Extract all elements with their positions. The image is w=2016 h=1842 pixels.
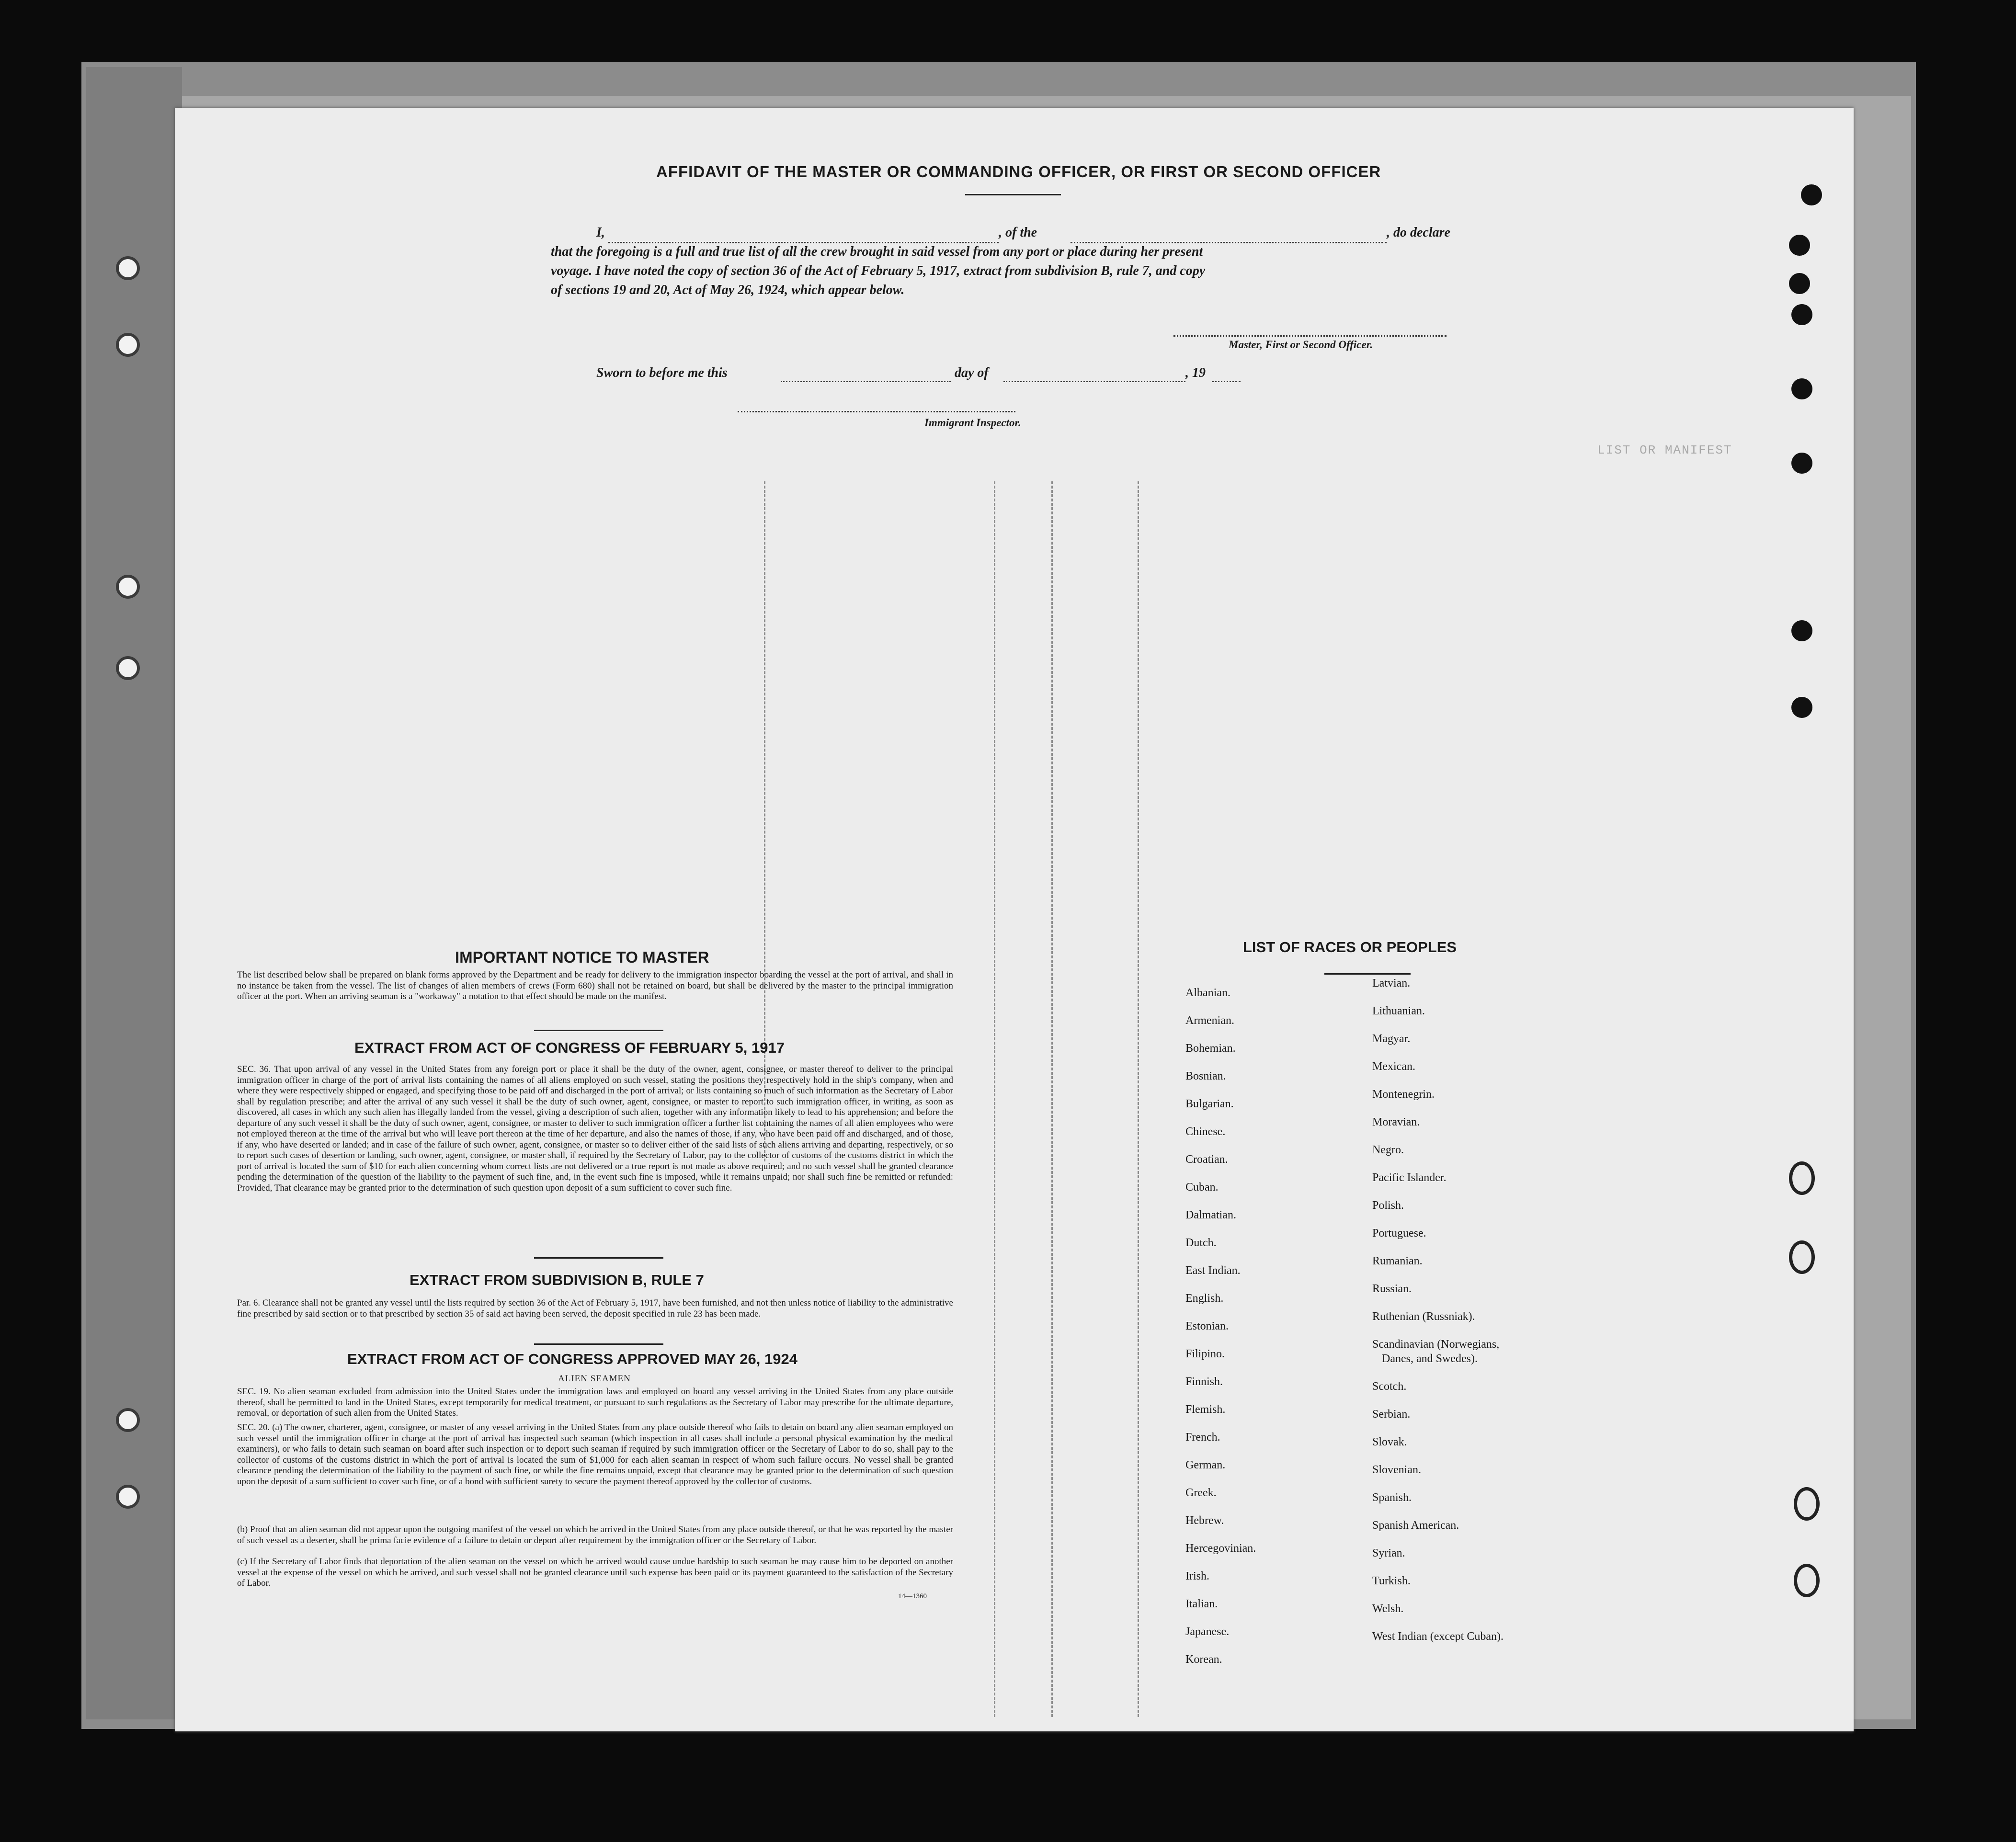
binder-ring: [116, 333, 140, 357]
race-item: Pacific Islander.: [1372, 1171, 1447, 1184]
extract-rule7-title: EXTRACT FROM SUBDIVISION B, RULE 7: [410, 1272, 704, 1288]
binder-ring: [116, 256, 140, 280]
notice-body: The list described below shall be prepared on blank forms approved by the Department and be ready for delivery to the immigration inspector boarding the vessel at the port of arrival, and shall in no instance be taken from the vessel. The list of changes of alien members of crews (Form 680) shall not be retained on board, but shall be delivered by the master to the principal immigration officer at the port. When an arriving seaman is a "workaway" a notation to that effect should be made on the manifest.: [237, 970, 953, 1001]
race-item: Korean.: [1185, 1653, 1222, 1666]
ghost-column-line: [1051, 481, 1053, 1717]
sworn-month-line[interactable]: [1003, 381, 1185, 382]
race-item: French.: [1185, 1431, 1220, 1444]
punch-hole-ring: [1789, 1240, 1815, 1274]
races-title: LIST OF RACES OR PEOPLES: [1243, 939, 1457, 955]
race-item: Russian.: [1372, 1283, 1412, 1295]
master-name-line[interactable]: [608, 242, 999, 243]
race-item: Scotch.: [1372, 1380, 1407, 1393]
inspector-signature-line[interactable]: [738, 411, 1015, 412]
race-item: Estonian.: [1185, 1320, 1229, 1332]
section-divider: [534, 1257, 663, 1259]
affidavit-line-2: that the foregoing is a full and true list of all the crew brought in said vessel from any port or place during her present: [551, 244, 1203, 259]
binder-ring: [116, 1408, 140, 1432]
affidavit-title: AFFIDAVIT OF THE MASTER OR COMMANDING OFFICER, OR FIRST OR SECOND OFFICER: [656, 163, 1381, 181]
binder-ring: [116, 575, 140, 599]
race-item: Magyar.: [1372, 1033, 1411, 1045]
race-item: East Indian.: [1185, 1264, 1241, 1277]
race-item: Hebrew.: [1185, 1514, 1224, 1527]
sworn-day-of: day of: [955, 365, 989, 380]
alien-seamen-subtitle: ALIEN SEAMEN: [558, 1374, 631, 1384]
race-item: Albanian.: [1185, 987, 1230, 999]
vessel-name-line[interactable]: [1071, 242, 1387, 243]
race-item: Chinese.: [1185, 1126, 1226, 1138]
race-item: German.: [1185, 1459, 1226, 1471]
punch-hole: [1791, 620, 1812, 641]
ghost-text: LIST OR MANIFEST: [1597, 443, 1732, 457]
ghost-column-line: [764, 481, 765, 1161]
race-item: Hercegovinian.: [1185, 1542, 1256, 1555]
extract-1917-body: SEC. 36. That upon arrival of any vessel in the United States from any foreign port or place it shall be the duty of the owner, agent, consignee, or master thereof to deliver to the principal immigration officer in charge of the port of arrival lists containing the names of all aliens employed on such vessel, stating the positions they respectively hold in the ship's company, when and where they were respectively shipped or engaged, and specifying those to be paid off and discharged in the port of arrival; or lists containing so much of such information as the Secretary of Labor shall by regulation prescribe; and after the arrival of any such vessel it shall be the duty of such owner, agent, consignee, or master to report to such immigration officer, in writing, as soon as discovered, all cases in which any such alien has illegally landed from the vessel, giving a description of such alien, together with any information likely to lead to his apprehension; and before the departure of any such vessel it shall be the duty of such owner, agent, consignee, or master to deliver to such immigration officer a further list containing the names of all alien employees who were not employed thereon at the time of the arrival but who will leave port thereon at the time of her departure, and also the names of those, if any, who have been paid off and discharged, and of those, if any, who have deserted or landed; and in case of the failure of such owner, agent, consignee, or master so to deliver either of the said lists of such aliens arriving and departing, respectively, or so to report such cases of desertion or landing, such owner, agent, consignee, or master shall, if required by the Secretary of Labor, pay to the collector of customs of the customs district in which the port of arrival is located the sum of $10 for each alien concerning whom correct lists are not delivered or a true report is not made as above required; and no such vessel shall be granted clearance pending the determination of the question of the liability to the payment of such fine, and, in the event such fine is imposed, while it remains unpaid; nor shall such fine be remitted or refunded: Provided, That clearance may be granted prior to the determination of such question upon deposit of a sum sufficient to cover such fine.: [237, 1064, 953, 1193]
extract-1924-sec20c: (c) If the Secretary of Labor finds that deportation of the alien seaman on the vessel on which he arrived would cause undue hardship to such seaman he may cause him to be deported on another vessel at the expense of the vessel on which he arrived, and such vessel shall not be granted clearance until such expense has been paid or its payment guaranteed to the satisfaction of the Secretary of Labor.: [237, 1557, 953, 1588]
race-item: Filipino.: [1185, 1348, 1225, 1360]
master-signature-label: Master, First or Second Officer.: [1229, 339, 1373, 351]
punch-hole-ring: [1794, 1487, 1820, 1521]
binder-ring: [116, 656, 140, 680]
race-item: Irish.: [1185, 1570, 1209, 1582]
race-item: Flemish.: [1185, 1403, 1226, 1416]
affidavit-line-4: of sections 19 and 20, Act of May 26, 1924, which appear below.: [551, 283, 905, 297]
race-item: Cuban.: [1185, 1181, 1219, 1194]
sworn-year: , 19: [1185, 365, 1206, 380]
extract-1924-title: EXTRACT FROM ACT OF CONGRESS APPROVED MAY 26, 1924: [347, 1351, 797, 1367]
section-divider: [534, 1343, 663, 1345]
form-number: 14—1360: [898, 1592, 927, 1600]
race-item: Mexican.: [1372, 1060, 1415, 1073]
affidavit-declare: , do declare: [1387, 225, 1450, 240]
race-item: Latvian.: [1372, 977, 1411, 989]
race-item: Spanish.: [1372, 1491, 1412, 1504]
sworn-day-line[interactable]: [781, 381, 951, 382]
inspector-label: Immigrant Inspector.: [924, 417, 1021, 429]
race-item: West Indian (except Cuban).: [1372, 1630, 1503, 1643]
extract-1924-sec20: SEC. 20. (a) The owner, charterer, agent, consignee, or master of any vessel arriving in the United States from any place outside thereof who fails to detain on board any alien seaman employed on such vessel until the immigration officer in charge at the port of arrival has inspected such seaman (which inspection in all cases shall include a personal physical examination by the medical examiners), or who fails to detain such seaman on board after such inspection or to deport such seaman if required by such immigration officer or the Secretary of Labor to do so, shall pay to the collector of customs of the customs district in which the port of arrival is located the sum of $1,000 for each alien seaman in respect of whom such failure occurs. No vessel shall be granted clearance pending the determination of the liability to the payment of such fine, or while the fine remains unpaid, except that clearance may be granted prior to the determination of such question upon the deposit of a sum sufficient to cover such fine, or of a bond with sufficient surety to secure the payment thereof approved by the collector of customs.: [237, 1422, 953, 1487]
race-item: Finnish.: [1185, 1376, 1223, 1388]
race-item: Portuguese.: [1372, 1227, 1426, 1239]
extract-rule7-body: Par. 6. Clearance shall not be granted any vessel until the lists required by section 36 of the Act of February 5, 1917, have been furnished, and not then unless notice of liability to the administrative fine prescribed by said section or to that prescribed by section 35 of said act having been served, the deposit specified in rule 23 has been made.: [237, 1298, 953, 1319]
punch-hole: [1791, 378, 1812, 399]
race-item: Slovenian.: [1372, 1464, 1421, 1476]
race-item: Slovak.: [1372, 1436, 1407, 1448]
race-item: Lithuanian.: [1372, 1005, 1425, 1017]
extract-1924-sec20b: (b) Proof that an alien seaman did not appear upon the outgoing manifest of the vessel on which he arrived in the United States from any place outside thereof, or that he was reported by the master of such vessel as a deserter, shall be prima facie evidence of a failure to detain or deport after requirement by the immigration officer or the Secretary of Labor.: [237, 1524, 953, 1546]
ghost-column-line: [1138, 481, 1139, 1717]
race-item: Japanese.: [1185, 1626, 1230, 1638]
sworn-year-line[interactable]: [1212, 381, 1241, 382]
race-item: Spanish American.: [1372, 1519, 1459, 1532]
binder-ring: [116, 1485, 140, 1509]
race-item: Bohemian.: [1185, 1042, 1236, 1055]
race-item: Armenian.: [1185, 1014, 1234, 1027]
race-item: Welsh.: [1372, 1603, 1404, 1615]
extract-1924-sec19: SEC. 19. No alien seaman excluded from admission into the United States under the immigration laws and employed on board any vessel arriving in the United States from any place outside thereof, shall be permitted to land in the United States, except temporarily for medical treatment, or pursuant to such regulations as the Secretary of Labor may prescribe for the ultimate departure, removal, or deportation of such alien from the United States.: [237, 1387, 953, 1418]
race-item: Polish.: [1372, 1199, 1404, 1212]
race-item: Rumanian.: [1372, 1255, 1423, 1267]
punch-hole: [1789, 273, 1810, 294]
race-item: Bosnian.: [1185, 1070, 1226, 1082]
race-item: Bulgarian.: [1185, 1098, 1234, 1110]
race-item: English.: [1185, 1292, 1224, 1305]
affidavit-line-3: voyage. I have noted the copy of section 36 of the Act of February 5, 1917, extract from subdivision B, rule 7, and copy: [551, 263, 1206, 278]
race-item: Turkish.: [1372, 1575, 1411, 1587]
notice-title: IMPORTANT NOTICE TO MASTER: [455, 948, 709, 966]
binder-strip: [86, 67, 182, 1719]
master-signature-line[interactable]: [1173, 335, 1447, 337]
punch-hole: [1789, 235, 1810, 256]
document-page: [175, 108, 1854, 1731]
race-item: Italian.: [1185, 1598, 1218, 1610]
extract-1917-title: EXTRACT FROM ACT OF CONGRESS OF FEBRUARY 5, 1917: [354, 1039, 785, 1056]
race-item: Serbian.: [1372, 1408, 1411, 1421]
race-item: Syrian.: [1372, 1547, 1405, 1559]
race-item: Dalmatian.: [1185, 1209, 1236, 1221]
ghost-column-line: [994, 481, 995, 1717]
punch-hole: [1801, 184, 1822, 205]
sworn-prefix: Sworn to before me this: [596, 365, 728, 380]
race-item: Scandinavian (Norwegians,: [1372, 1338, 1500, 1351]
races-title-underline: [1324, 973, 1411, 975]
affidavit-i: I,: [596, 225, 605, 240]
race-item: Negro.: [1372, 1144, 1404, 1156]
title-underline: [965, 194, 1061, 195]
race-item: Moravian.: [1372, 1116, 1420, 1128]
race-item: Danes, and Swedes).: [1382, 1353, 1478, 1365]
punch-hole-ring: [1789, 1161, 1815, 1195]
race-item: Dutch.: [1185, 1237, 1217, 1249]
section-divider: [534, 1030, 663, 1031]
race-item: Croatian.: [1185, 1153, 1228, 1166]
race-item: Greek.: [1185, 1487, 1217, 1499]
race-item: Montenegrin.: [1372, 1088, 1435, 1101]
affidavit-of-the: , of the: [999, 225, 1037, 240]
punch-hole: [1791, 304, 1812, 325]
punch-hole: [1791, 697, 1812, 718]
punch-hole-ring: [1794, 1564, 1820, 1597]
punch-hole: [1791, 453, 1812, 474]
race-item: Ruthenian (Russniak).: [1372, 1310, 1475, 1323]
